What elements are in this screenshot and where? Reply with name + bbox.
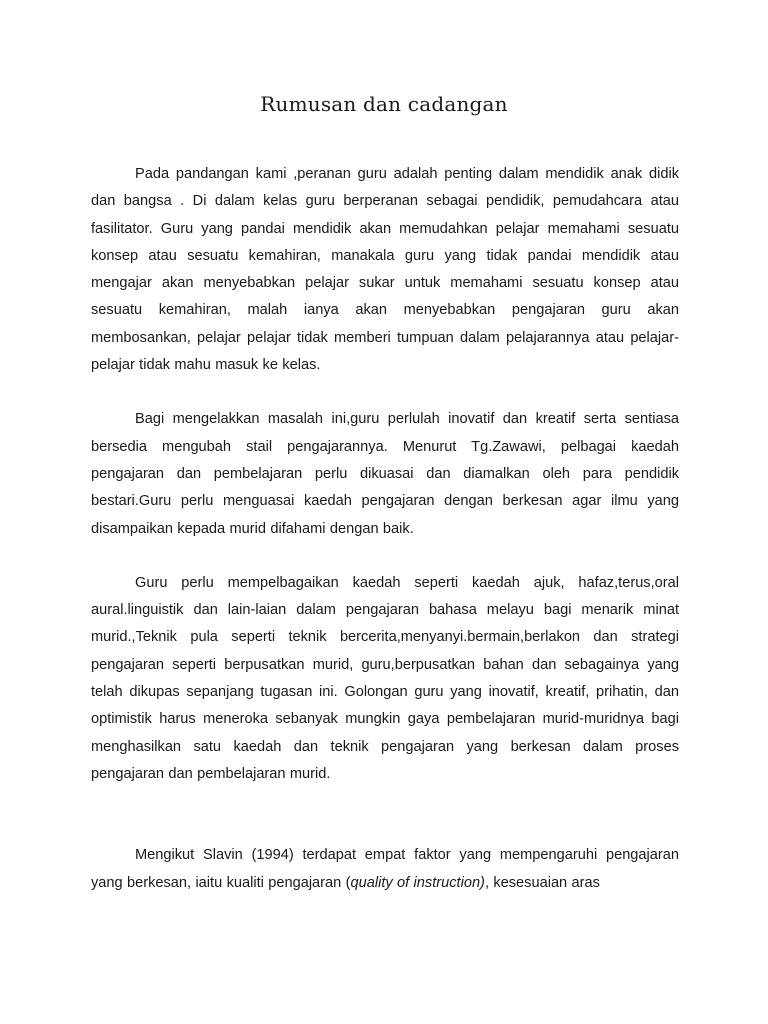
paragraph-2: Bagi mengelakkan masalah ini,guru perlulah inovatif dan kreatif serta sentiasa bersedia mengubah stail pengajarannya. Menurut Tg.Zawawi, pelbagai kaedah pengajaran dan pembelajaran perlu dikuasai dan diamalkan oleh para pendidik bestari.Guru perlu menguasai kaedah pengajaran dengan berkesan agar ilmu yang disampaikan kepada murid difahami dengan baik. xyxy=(91,411,679,537)
document-body xyxy=(91,161,679,897)
paragraph-1: Pada pandangan kami ,peranan guru adalah penting dalam mendidik anak didik dan bangsa . Di dalam kelas guru berperanan sebagai pendidik, pemudahcara atau fasilitator. Guru yang pandai mendidik akan memudahkan pelajar memahami sesuatu konsep atau sesuatu kemahiran, manakala guru yang tidak pandai mendidik atau mengajar akan menyebabkan pelajar sukar untuk memahami sesuatu konsep atau sesuatu kemahiran, malah ianya akan menyebabkan pengajaran guru akan membosankan, pelajar pelajar tidak memberi tumpuan dalam pelajarannya atau pelajar-pelajar tidak mahu masuk ke kelas. xyxy=(91,166,679,374)
document-title: Rumusan dan cadangan xyxy=(260,92,508,116)
paragraph-4-italic-term: quality of instruction) xyxy=(350,874,485,891)
paragraph-3: Guru perlu mempelbagaikan kaedah seperti kaedah ajuk, hafaz,terus,oral aural.linguistik dan lain-laian dalam pengajaran bahasa melayu bagi menarik minat murid.,Teknik pula seperti teknik bercerita,menyanyi.bermain,berlakon dan strategi pengajaran seperti berpusatkan murid, guru,berpusatkan bahan dan sebagainya yang telah dikupas sepanjang tugasan ini. Golongan guru yang inovatif, kreatif, prihatin, dan optimistik harus meneroka sebanyak mungkin gaya pembelajaran murid-muridnya bagi menghasilkan satu kaedah dan teknik pengajaran yang berkesan dalam proses pengajaran dan pembelajaran murid. xyxy=(91,574,679,782)
paragraph-4-text-start: Mengikut Slavin (1994) terdapat empat faktor yang mempengaruhi pengajaran yang berkesan, iaitu kualiti pengajaran ( xyxy=(91,847,679,891)
paragraph-4-text-end: , kesesuaian aras xyxy=(484,874,600,891)
paragraph-4 xyxy=(91,842,679,897)
